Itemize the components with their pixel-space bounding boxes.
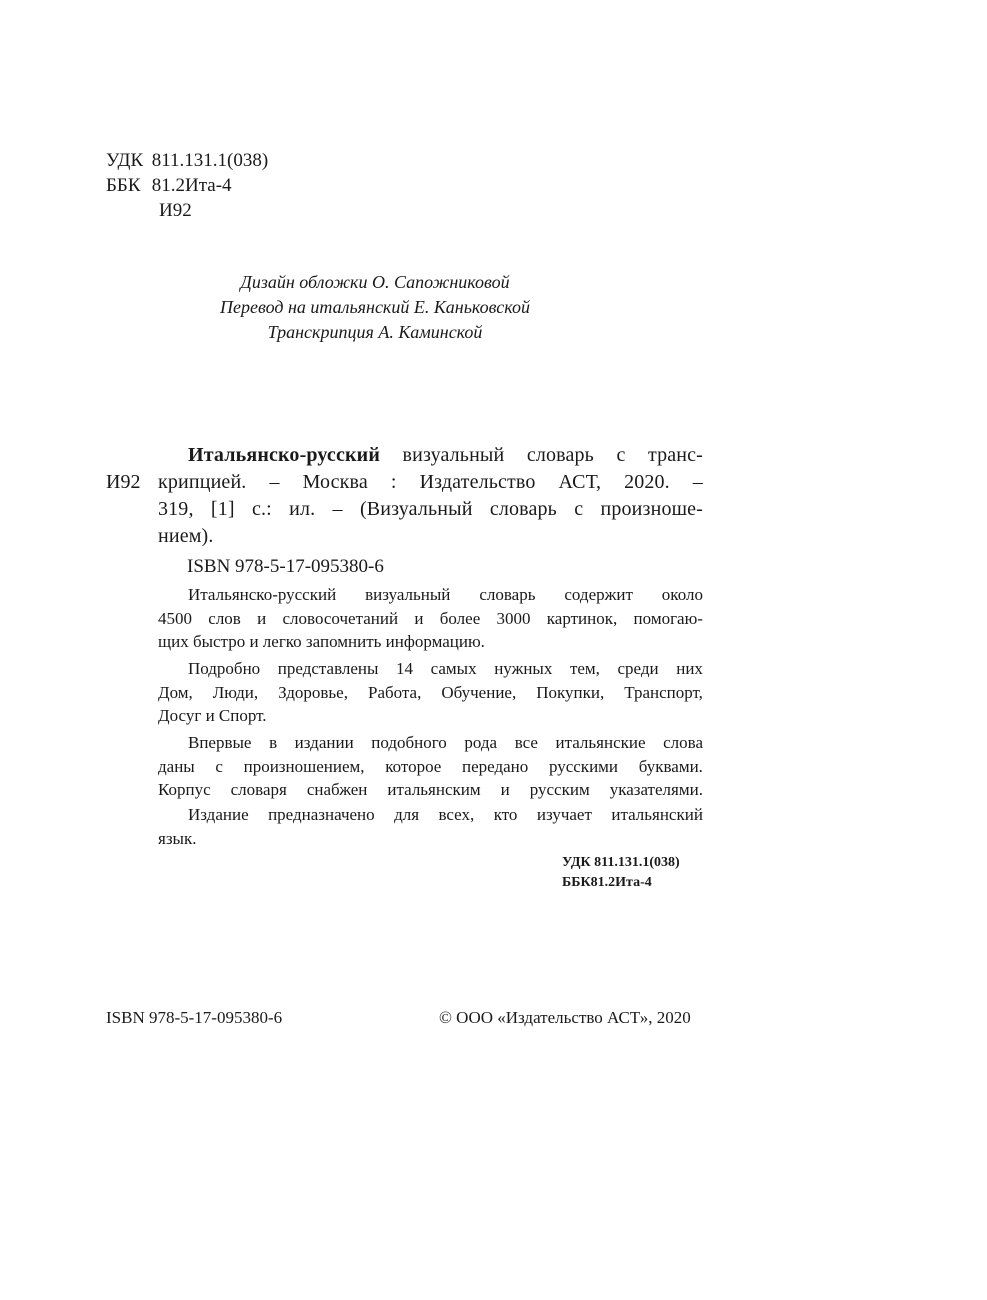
annotation-paragraph-2 <box>158 657 703 728</box>
biblio-word: визуальный <box>402 444 505 466</box>
annotation-word: Дом, <box>158 682 193 702</box>
udk-bbk-block <box>562 853 680 893</box>
annotation-word: Впервые <box>188 733 252 752</box>
biblio-word: словарь <box>526 444 594 466</box>
annotation-word: итальянский <box>611 805 703 824</box>
biblio-word: 319, <box>158 498 194 520</box>
bbk-value: 81.2Ита-4 <box>151 175 232 196</box>
annotation-word: словарь <box>479 585 536 604</box>
annotation-word: в <box>269 733 278 752</box>
annotation-word: нужных <box>494 659 553 678</box>
biblio-word: с <box>574 498 584 520</box>
annotation-word: и <box>414 608 424 628</box>
credit-cover-design: Дизайн обложки О. Сапожниковой <box>240 272 510 292</box>
annotation-word: для <box>394 805 420 824</box>
biblio-word: : <box>390 471 397 493</box>
annotation-word: все <box>514 733 538 752</box>
annotation-paragraph-4 <box>158 803 703 850</box>
annotation-line <box>158 657 703 681</box>
annotation-paragraph-1 <box>158 583 703 654</box>
annotation-word: 3000 <box>496 608 531 628</box>
annotation-line <box>158 681 703 705</box>
isbn-line: ISBN 978-5-17-095380-6 <box>187 556 384 577</box>
annotation-word: Здоровье, <box>278 682 348 702</box>
annotation-line <box>158 607 703 631</box>
annotation-word: Итальянско-русский <box>188 585 337 604</box>
bibliographic-description <box>158 442 703 550</box>
footer-isbn: ISBN 978-5-17-095380-6 <box>106 1008 283 1027</box>
annotation-word: итальянские <box>555 733 646 752</box>
annotation-word: содержит <box>564 585 633 604</box>
annotation-word: слова <box>663 733 703 752</box>
bbk-line <box>106 173 232 198</box>
biblio-line-4: нием). <box>158 525 214 547</box>
annotation-word: с <box>215 756 223 776</box>
biblio-word: транс- <box>647 444 703 466</box>
annotation-word: изучает <box>536 805 592 824</box>
biblio-line-2 <box>158 469 703 496</box>
credit-transcription: Транскрипция А. Каминской <box>267 322 483 342</box>
annotation-word: рода <box>464 733 498 752</box>
biblio-line-3 <box>158 496 703 523</box>
annotation-word: среди <box>617 659 659 678</box>
annotation-word: русскими <box>548 756 619 776</box>
annotation-word: Подробно <box>188 659 261 678</box>
annotation-word: итальянским <box>387 780 481 799</box>
bbk-footer-code: ББК81.2Ита-4 <box>562 875 652 890</box>
annotation-word: картинок, <box>546 608 618 628</box>
annotation-word: словосочетаний <box>282 608 399 628</box>
annotation-word: тем, <box>569 659 600 678</box>
annotation-word: визуальный <box>365 585 451 604</box>
annotation-word: передано <box>462 756 529 776</box>
biblio-line-1 <box>158 442 703 469</box>
biblio-word: АСТ, <box>558 471 602 493</box>
annotation-word: подобного <box>371 733 447 752</box>
udk-value: 811.131.1(038) <box>151 150 269 171</box>
biblio-word: словарь <box>489 498 557 520</box>
biblio-word: крипцией. <box>158 471 247 493</box>
annotation-last-line: Досуг и Спорт. <box>158 706 267 725</box>
annotation-word: 4500 <box>158 608 192 628</box>
annotation-word: и <box>257 608 267 628</box>
annotation-word: русским <box>529 780 590 799</box>
annotation-word: самых <box>430 659 477 678</box>
annotation-word: 14 <box>396 659 414 678</box>
udk-label: УДК <box>106 150 144 171</box>
biblio-word: [1] <box>210 498 235 520</box>
annotation-last-line: щих быстро и легко запомнить информацию. <box>158 632 485 651</box>
udk-footer-code: УДК 811.131.1(038) <box>562 855 680 870</box>
annotation-line <box>158 731 703 755</box>
biblio-word: – <box>332 498 343 520</box>
annotation-word: более <box>439 608 481 628</box>
annotation-last-line: язык. <box>158 828 197 848</box>
biblio-word: (Визуальный <box>359 498 473 520</box>
biblio-word: – <box>269 471 280 493</box>
biblio-word: с <box>616 444 626 466</box>
annotation-word: всех, <box>438 805 475 824</box>
annotation-line <box>158 803 703 827</box>
annotation-word: буквами. <box>638 756 703 776</box>
annotation-word: Обучение, <box>441 682 517 702</box>
annotation-word: предназначено <box>268 805 375 824</box>
biblio-word: Москва <box>302 471 368 493</box>
annotation-word: указателями. <box>609 780 703 799</box>
biblio-word: – <box>692 471 703 493</box>
book-title-bold: Итальянско-русский <box>188 444 381 466</box>
annotation-word: Издание <box>188 805 249 824</box>
annotation-word: Корпус <box>158 780 211 799</box>
annotation-word: которое <box>385 756 442 776</box>
udk-line <box>106 148 268 173</box>
annotation-word: кто <box>493 805 518 824</box>
annotation-paragraph-3 <box>158 731 703 802</box>
bibliographic-side-mark: И92 <box>106 471 141 493</box>
credits-block <box>160 270 590 345</box>
annotation-word: помогаю- <box>633 608 703 628</box>
biblio-word: 2020. <box>624 471 670 493</box>
author-mark: И92 <box>159 200 192 221</box>
annotation-word: слов <box>208 608 241 628</box>
annotation-word: Транспорт, <box>624 682 703 702</box>
annotation-word: Покупки, <box>536 682 605 702</box>
annotation-word: произношением, <box>243 756 365 776</box>
biblio-word: с.: <box>251 498 272 520</box>
bbk-label: ББК <box>106 175 141 196</box>
annotation-word: словаря <box>230 780 287 799</box>
annotation-word: около <box>661 585 703 604</box>
annotation-line <box>158 755 703 779</box>
annotation-line <box>158 778 703 802</box>
annotation-word: представлены <box>277 659 379 678</box>
annotation-word: них <box>676 659 703 678</box>
annotation-word: даны <box>158 756 195 776</box>
annotation-word: Люди, <box>212 682 259 702</box>
biblio-word: Издательство <box>419 471 536 493</box>
footer-copyright: © ООО «Издательство АСТ», 2020 <box>439 1008 691 1027</box>
annotation-word: снабжен <box>306 780 368 799</box>
biblio-word: ил. <box>289 498 316 520</box>
biblio-word: произноше- <box>600 498 703 520</box>
annotation-word: издании <box>294 733 354 752</box>
annotation-word: и <box>500 780 510 799</box>
annotation-word: Работа, <box>367 682 422 702</box>
annotation-line <box>158 583 703 607</box>
credit-translation: Перевод на итальянский Е. Каньковской <box>220 297 530 317</box>
